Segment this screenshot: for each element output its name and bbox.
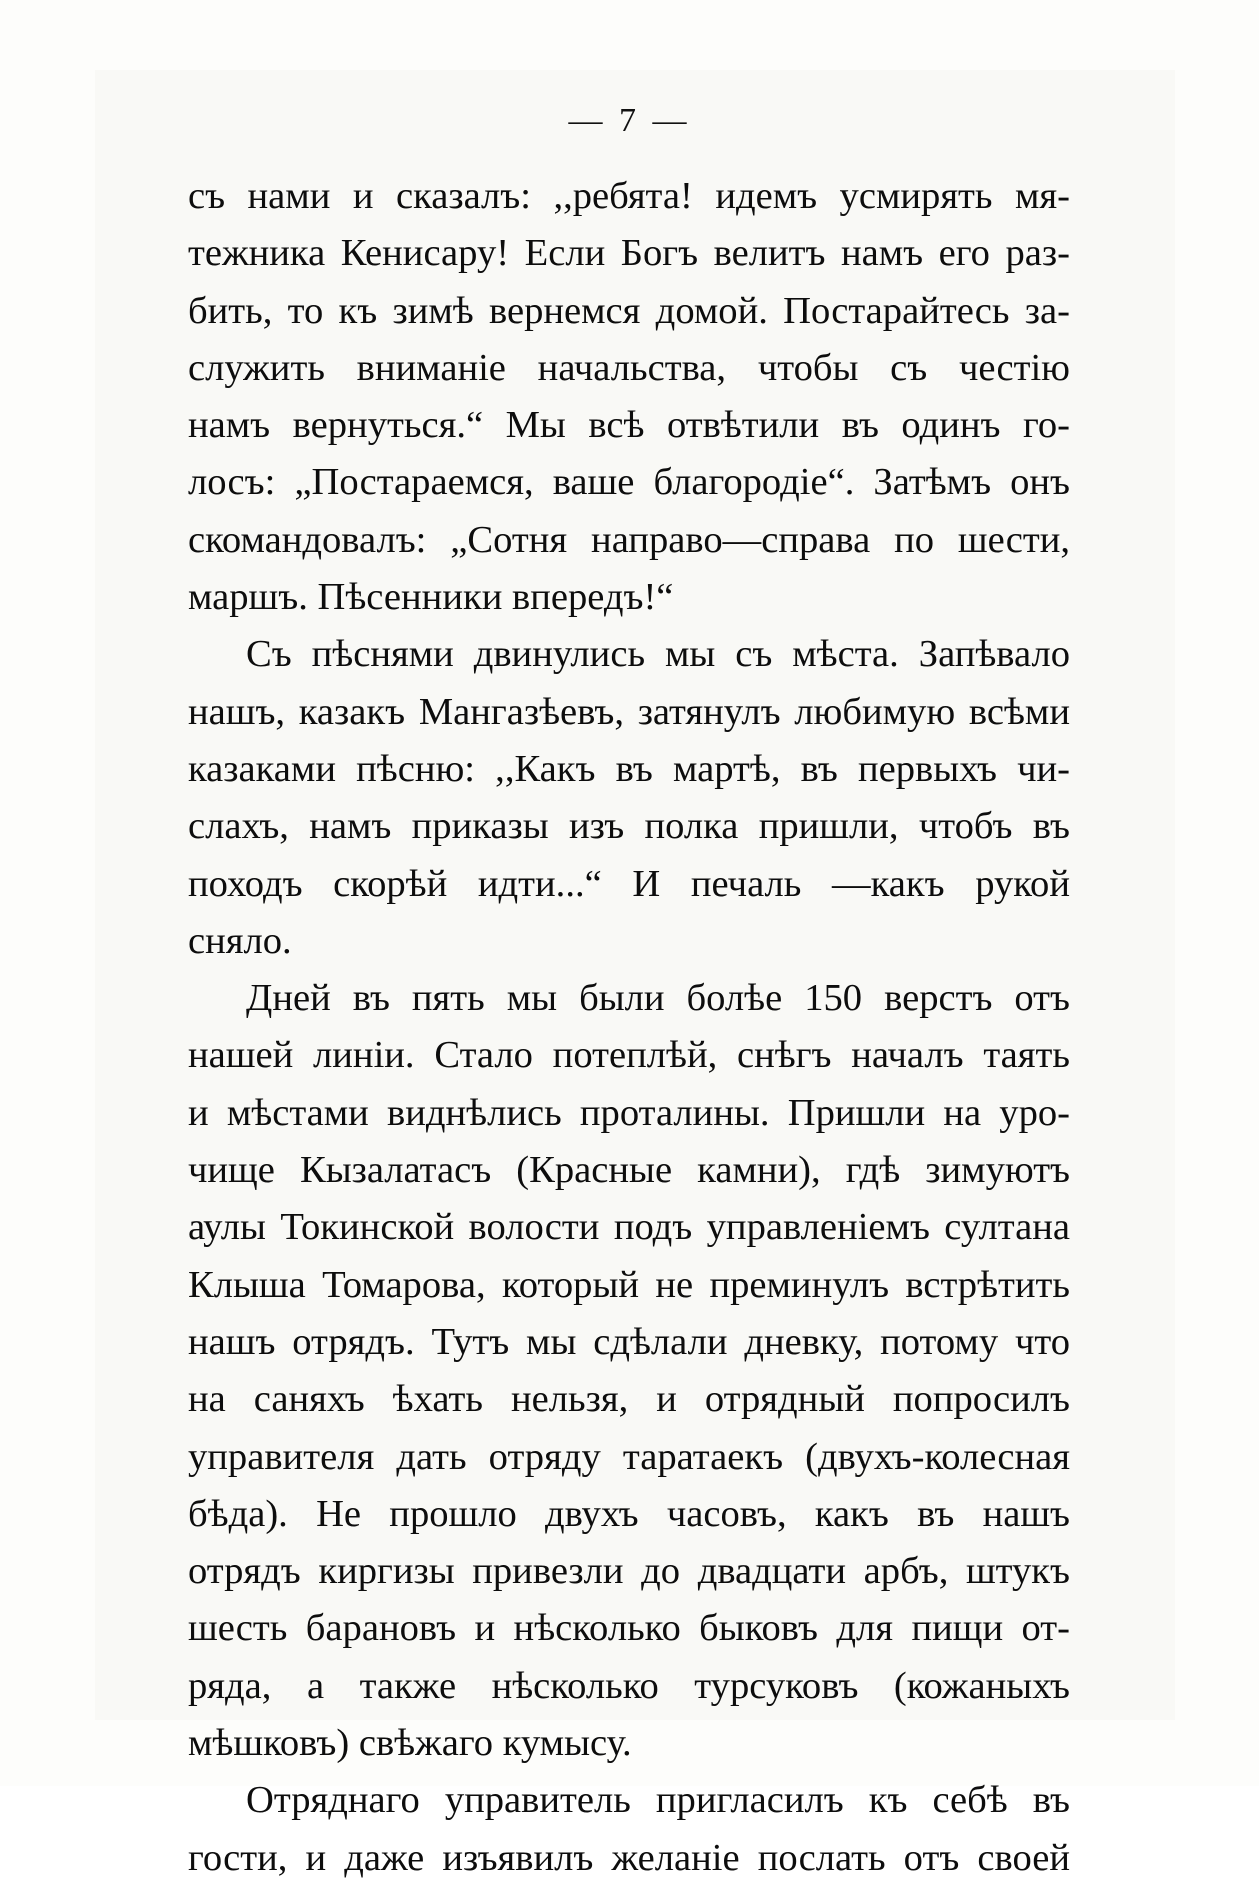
text-line: маршъ. Пѣсенники впередъ!“ <box>188 576 674 619</box>
text-line: и мѣстами виднѣлись проталины. Пришли на уро- <box>188 1091 1070 1134</box>
text-line: управителя дать отряду таратаекъ (двухъ-колесная <box>188 1435 1070 1478</box>
text-line: на саняхъ ѣхать нельзя, и отрядный попросилъ <box>188 1378 1070 1421</box>
text-line: Клыша Томарова, который не преминулъ встрѣтить <box>188 1263 1070 1306</box>
text-line: тежника Кенисару! Если Богъ велитъ намъ его раз- <box>188 232 1070 275</box>
text-line: бѣда). Не прошло двухъ часовъ, какъ въ нашъ <box>188 1492 1070 1535</box>
text-line: чище Кызалатасъ (Красные камни), гдѣ зимуютъ <box>188 1149 1070 1192</box>
text-line: казаками пѣсню: ,,Какъ въ мартѣ, въ первыхъ чи- <box>188 747 1070 790</box>
text-line: гости, и даже изъявилъ желаніе послать отъ своей <box>188 1836 1070 1879</box>
text-line: нашъ отрядъ. Тутъ мы сдѣлали дневку, потому что <box>188 1320 1070 1363</box>
text-line: ряда, а также нѣсколько турсуковъ (кожаныхъ <box>188 1664 1070 1707</box>
text-line: шесть барановъ и нѣсколько быковъ для пищи от- <box>188 1607 1070 1650</box>
text-line: походъ скорѣй идти...“ И печаль —какъ рукой <box>188 862 1070 905</box>
text-line: лосъ: „Постараемся, ваше благородіе“. Затѣмъ онъ <box>188 461 1070 504</box>
text-line: сняло. <box>188 919 292 962</box>
text-line: съ нами и сказалъ: ,,ребята! идемъ усмирять мя- <box>188 175 1070 217</box>
text-line: нашей линіи. Стало потеплѣй, снѣгъ началъ таять <box>188 1034 1070 1077</box>
text-line: Съ пѣснями двинулись мы съ мѣста. Запѣвало <box>246 633 1070 676</box>
page-number: — 7 — <box>568 102 691 139</box>
text-line: мѣшковъ) свѣжаго кумысу. <box>188 1722 632 1765</box>
text-line: аулы Токинской волости подъ управленіемъ султана <box>188 1206 1070 1249</box>
text-line: скомандовалъ: „Сотня направо—справа по шести, <box>188 518 1070 561</box>
text-line: Дней въ пять мы были болѣе 150 верстъ отъ <box>246 977 1070 1020</box>
text-line: Отряднаго управитель пригласилъ къ себѣ въ <box>246 1779 1070 1822</box>
text-line: нашъ, казакъ Мангазѣевъ, затянулъ любимую всѣми <box>188 690 1070 733</box>
text-line: служить вниманіе начальства, чтобы съ честію <box>188 346 1070 389</box>
text-line: слахъ, намъ приказы изъ полка пришли, чтобъ въ <box>188 805 1070 848</box>
text-line: отрядъ киргизы привезли до двадцати арбъ, штукъ <box>188 1550 1070 1593</box>
text-line: намъ вернуться.“ Мы всѣ отвѣтили въ одинъ го- <box>188 404 1070 447</box>
body-text <box>188 168 1070 1887</box>
text-line: бить, то къ зимѣ вернемся домой. Постарайтесь за- <box>188 289 1070 332</box>
